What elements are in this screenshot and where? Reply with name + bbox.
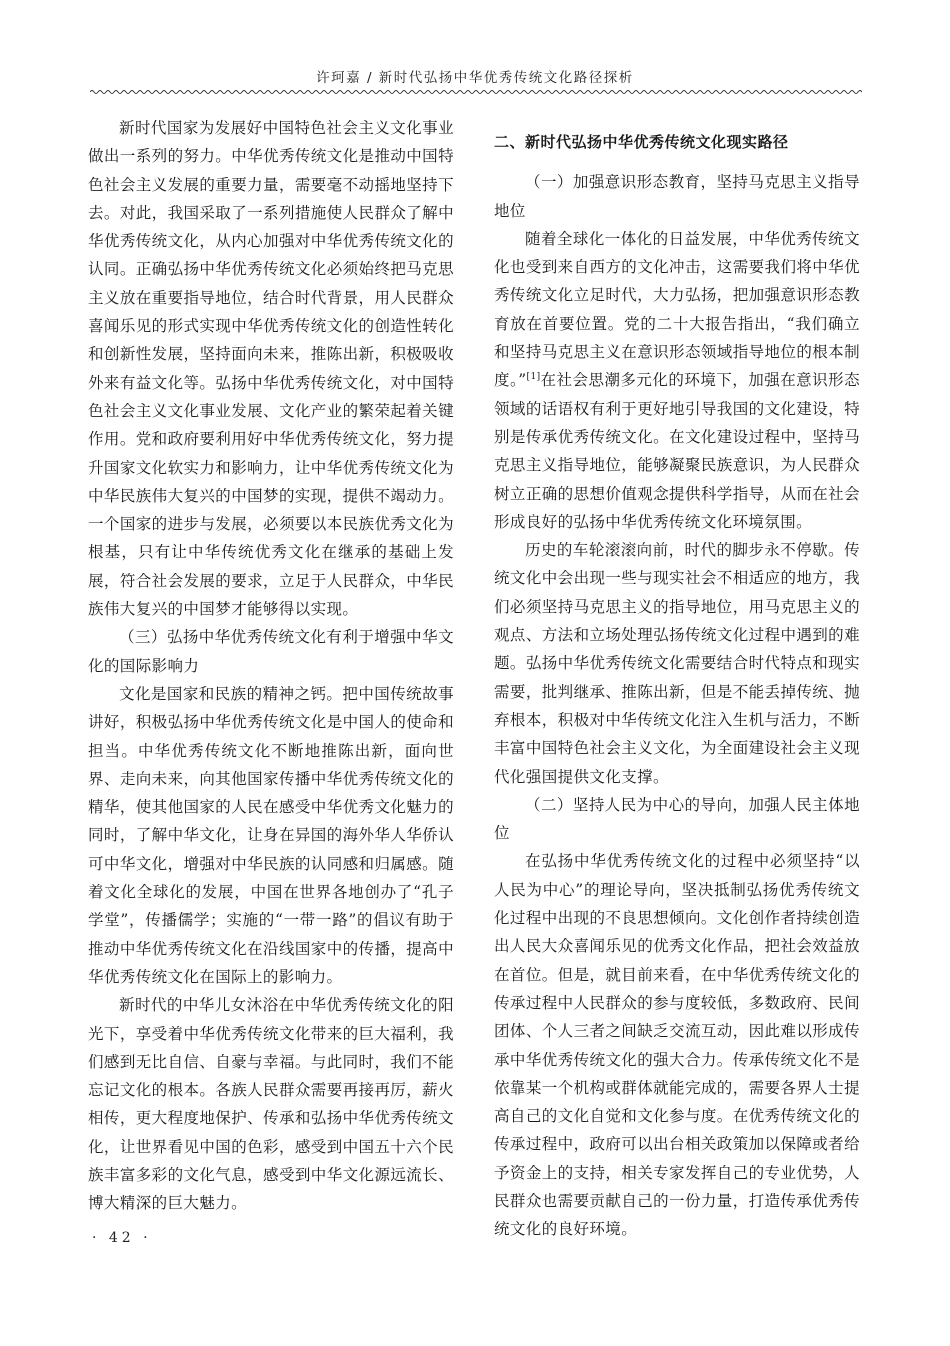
page-number: · 42 · bbox=[92, 1230, 152, 1246]
left-column bbox=[88, 114, 454, 1218]
paragraph-text: 在社会思潮多元化的环境下，加强在意识形态领域的话语权有利于更好地引导我国的文化建设，特别是传承优秀传统文化。在文化建设过程中，坚持马克思主义指导地位，能够凝聚民族意识，为人民群众树立正确的思想价值观念提供科学指导，从而在社会形成良好的弘扬中华优秀传统文化环境氛围。 bbox=[494, 371, 860, 531]
subsection-heading-2: （二）坚持人民为中心的导向，加强人民主体地位 bbox=[494, 795, 860, 843]
paragraph-with-citation bbox=[494, 225, 860, 536]
header-wave-divider bbox=[90, 88, 862, 96]
subsection-heading-3: （三）弘扬中华优秀传统文化有利于增强中华文化的国际影响力 bbox=[88, 628, 454, 675]
paragraph: 历史的车轮滚滚向前，时代的脚步永不停歇。传统文化中会出现一些与现实社会不相适应的地方，我们必须坚持马克思主义的指导地位，用马克思主义的观点、方法和立场处理弘扬传统文化过程中遇到的难题。弘扬中华优秀传统文化需要结合时代特点和现实需要，批判继承、推陈出新，但是不能丢掉传统、抛弃根本，积极对中华传统文化注入生机与活力，不断丰富中国特色社会主义文化，为全面建设社会主义现代化强国提供文化支撑。 bbox=[494, 541, 860, 786]
citation-mark: [1] bbox=[526, 372, 541, 383]
paragraph: 在弘扬中华优秀传统文化的过程中必须坚持“以人民为中心”的理论导向，坚决抵制弘扬优秀传统文化过程中出现的不良思想倾向。文化创作者持续创造出人民大众喜闻乐见的优秀文化作品，把社会效益放在首位。但是，就目前来看，在中华优秀传统文化的传承过程中人民群众的参与度较低，多数政府、民间团体、个人三者之间缺乏交流互动，因此难以形成传承中华优秀传统文化的强大合力。传承传统文化不是依靠某一个机构或群体就能完成的，需要各界人士提高自己的文化自觉和文化参与度。在优秀传统文化的传承过程中，政府可以出台相关政策加以保障或者给予资金上的支持，相关专家发挥自己的专业优势，人民群众也需要贡献自己的一份力量，打造传承优秀传统文化的良好环境。 bbox=[494, 852, 860, 1239]
paragraph: 新时代的中华儿女沐浴在中华优秀传统文化的阳光下，享受着中华优秀传统文化带来的巨大福利，我们感到无比自信、自豪与幸福。与此同时，我们不能忘记文化的根本。各族人民群众需要再接再厉，薪火相传，更大程度地保护、传承和弘扬中华优秀传统文化，让世界看见中国的色彩，感受到中国五十六个民族丰富多彩的文化气息，感受到中华文化源远流长、博大精深的巨大魅力。 bbox=[88, 996, 454, 1213]
paragraph: 新时代国家为发展好中国特色社会主义文化事业做出一系列的努力。中华优秀传统文化是推动中国特色社会主义发展的重要力量，需要毫不动摇地坚持下去。对此，我国采取了一系列措施使人民群众了解中华优秀传统文化，从内心加强对中华优秀传统文化的认同。正确弘扬中华优秀传统文化必须始终把马克思主义放在重要指导地位，结合时代背景，用人民群众喜闻乐见的形式实现中华优秀传统文化的创造性转化和创新性发展，坚持面向未来，推陈出新，积极吸收外来有益文化等。弘扬中华优秀传统文化，对中国特色社会主义文化事业发展、文化产业的繁荣起着关键作用。党和政府要利用好中华优秀传统文化，努力提升国家文化软实力和影响力，让中华优秀传统文化为中华民族伟大复兴的中国梦的实现，提供不竭动力。一个国家的进步与发展，必须要以本民族优秀文化为根基，只有让中华传统优秀文化在继承的基础上发展，符合社会发展的要求，立足于人民群众，中华民族伟大复兴的中国梦才能够得以实现。 bbox=[88, 119, 454, 619]
paragraph: 文化是国家和民族的精神之钙。把中国传统故事讲好，积极弘扬中华优秀传统文化是中国人的使命和担当。中华优秀传统文化不断地推陈出新，面向世界、走向未来，向其他国家传播中华优秀传统文化的精华，使其他国家的人民在感受中华优秀文化魅力的同时，了解中华文化，让身在异国的海外华人华侨认可中华文化，增强对中华民族的认同感和归属感。随着文化全球化的发展，中国在世界各地创办了“孔子学堂”，传播儒学；实施的“一带一路”的倡议有助于推动中华优秀传统文化在沿线国家中的传播，提高中华优秀传统文化在国际上的影响力。 bbox=[88, 684, 454, 986]
paragraph-text: 随着全球化一体化的日益发展，中华优秀传统文化也受到来自西方的文化冲击，这需要我们将中华优秀传统文化立足时代，大力弘扬，把加强意识形态教育放在首要位置。党的二十大报告指出，“我们确立和坚持马克思主义在意识形态领域指导地位的根本制度。” bbox=[494, 229, 860, 390]
section-heading: 二、新时代弘扬中华优秀传统文化现实路径 bbox=[494, 133, 789, 151]
right-column bbox=[494, 114, 860, 1244]
subsection-heading-1: （一）加强意识形态教育，坚持马克思主义指导地位 bbox=[494, 173, 860, 220]
running-header: 许珂嘉 / 新时代弘扬中华优秀传统文化路径探析 bbox=[316, 70, 634, 86]
